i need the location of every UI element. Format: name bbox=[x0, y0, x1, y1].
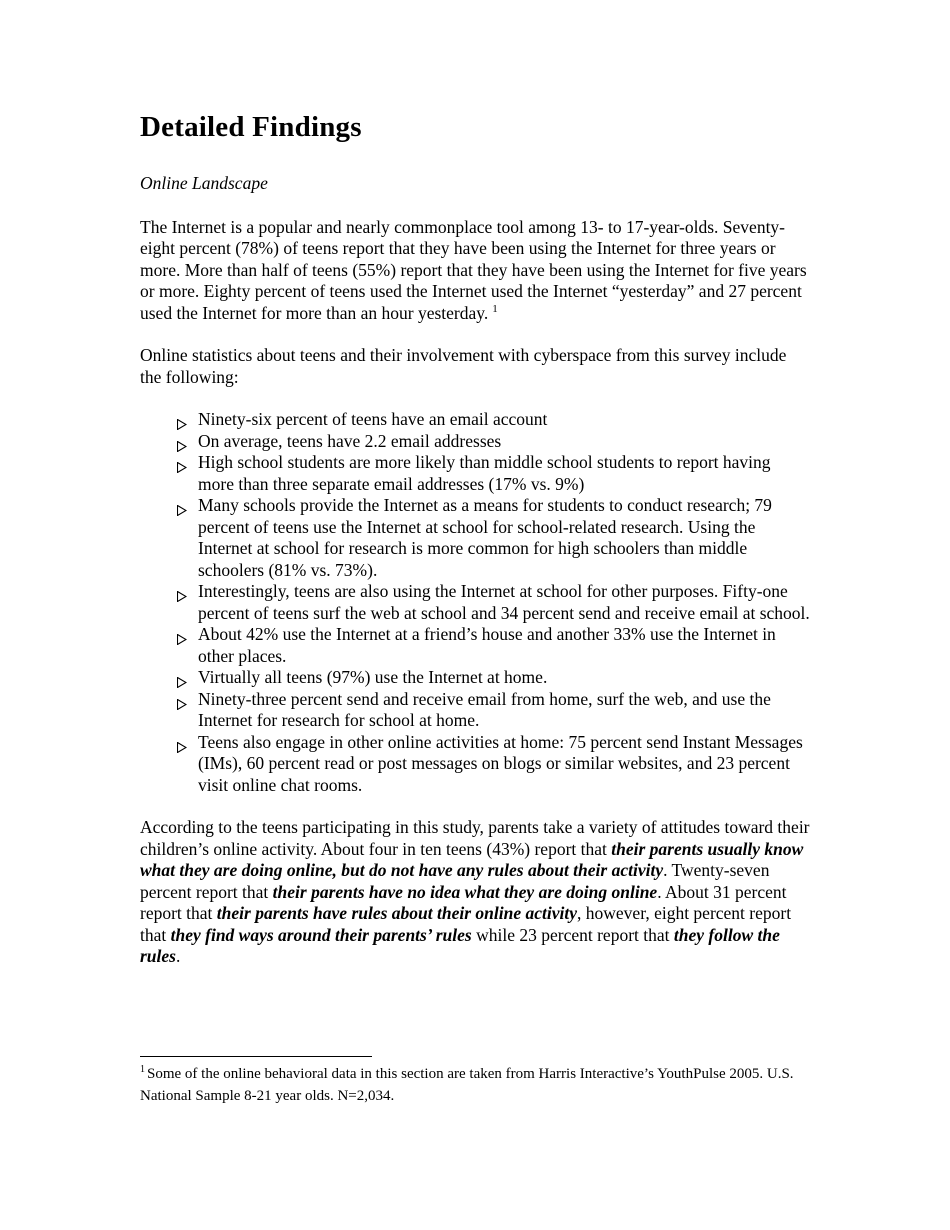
bullet-item bbox=[177, 581, 810, 624]
footnote-divider bbox=[140, 1056, 372, 1057]
text-run: . About 31 percent report that bbox=[140, 881, 787, 923]
arrow-bullet-icon bbox=[177, 436, 187, 447]
text-run-bold-italic: they follow the rules bbox=[140, 924, 780, 966]
bullet-item bbox=[177, 495, 810, 581]
paragraph-online-landscape bbox=[140, 217, 810, 325]
bullet-item bbox=[177, 667, 810, 689]
text-run: According to the teens participating in this study, parents take a variety of attitudes toward their children’s online activity. About four in ten teens (43%) report that bbox=[140, 817, 810, 859]
bullet-list bbox=[177, 409, 810, 796]
text-run: , however, eight percent report that bbox=[140, 903, 792, 945]
text-run-bold-italic: they find ways around their parents’ rules bbox=[170, 924, 472, 945]
text-run-bold-italic: their parents usually know what they are doing online, but do not have any rules about their activity bbox=[140, 838, 804, 880]
text-run-bold-italic: their parents have rules about their online activity bbox=[216, 903, 578, 923]
text-run: . bbox=[175, 946, 181, 966]
arrow-bullet-icon bbox=[177, 629, 187, 640]
footnote-text: Some of the online behavioral data in this section are taken from Harris Interactive’s YouthPulse 2005. U.S. National Sample 8-21 year olds. N=2,034. bbox=[140, 1066, 794, 1104]
bullet-item bbox=[177, 689, 810, 732]
bullet-text: Ninety-three percent send and receive email from home, surf the web, and use the Internet for research for school at home. bbox=[198, 688, 771, 730]
paragraph-parent-attitudes bbox=[140, 817, 810, 968]
bullet-text: Many schools provide the Internet as a means for students to conduct research; 79 percent of teens use the Internet at school for school-related research. Using the Internet at school for research is more common for high schoolers than middle schoolers (81% vs. 73%). bbox=[198, 495, 772, 580]
text-run-bold-italic: their parents have no idea what they are doing online bbox=[272, 881, 658, 902]
paragraph-text: The Internet is a popular and nearly commonplace tool among 13- to 17-year-olds. Seventy-eight percent (78%) of teens report that they have been using the Internet for three years or more. More than half of teens (55%) report that they have been using the Internet for five years or more. Eighty percent of teens used the Internet used the Internet “yesterday” and 27 percent used the Internet for more than an hour yesterday. bbox=[140, 216, 807, 323]
bullet-item bbox=[177, 624, 810, 667]
arrow-bullet-icon bbox=[177, 457, 187, 468]
bullet-text: Teens also engage in other online activities at home: 75 percent send Instant Messages (IMs), 60 percent read or post messages on blogs or similar websites, and 23 percent visit online chat rooms. bbox=[198, 731, 803, 795]
bullet-item bbox=[177, 409, 810, 431]
arrow-bullet-icon bbox=[177, 500, 187, 511]
text-run: while 23 percent report that bbox=[471, 924, 674, 945]
arrow-bullet-icon bbox=[177, 694, 187, 705]
bullet-text: Virtually all teens (97%) use the Internet at home. bbox=[198, 667, 548, 687]
bullet-text: Ninety-six percent of teens have an email account bbox=[198, 409, 548, 429]
bullet-item bbox=[177, 452, 810, 495]
footnote-section bbox=[140, 1056, 810, 1107]
bullet-text: Interestingly, teens are also using the Internet at school for other purposes. Fifty-one percent of teens surf the web at school and 34 percent send and receive email at school. bbox=[198, 581, 810, 623]
footnote-paragraph bbox=[140, 1064, 810, 1107]
bullet-text: About 42% use the Internet at a friend’s house and another 33% use the Internet in other places. bbox=[198, 624, 776, 666]
arrow-bullet-icon bbox=[177, 737, 187, 748]
bullet-item bbox=[177, 431, 810, 453]
bullet-text: High school students are more likely than middle school students to report having more than three separate email addresses (17% vs. 9%) bbox=[198, 452, 771, 494]
arrow-bullet-icon bbox=[177, 414, 187, 425]
footnote-number: 1 bbox=[140, 1064, 145, 1075]
text-run: . Twenty-seven percent report that bbox=[140, 860, 770, 902]
arrow-bullet-icon bbox=[177, 672, 187, 683]
paragraph-list-intro: Online statistics about teens and their involvement with cyberspace from this survey include the following: bbox=[140, 345, 787, 387]
footnote-reference: 1 bbox=[492, 302, 498, 315]
bullet-item bbox=[177, 732, 810, 797]
page-title: Detailed Findings bbox=[140, 111, 362, 143]
bullet-text: On average, teens have 2.2 email addresses bbox=[198, 430, 502, 451]
section-heading: Online Landscape bbox=[140, 173, 268, 193]
arrow-bullet-icon bbox=[177, 586, 187, 597]
